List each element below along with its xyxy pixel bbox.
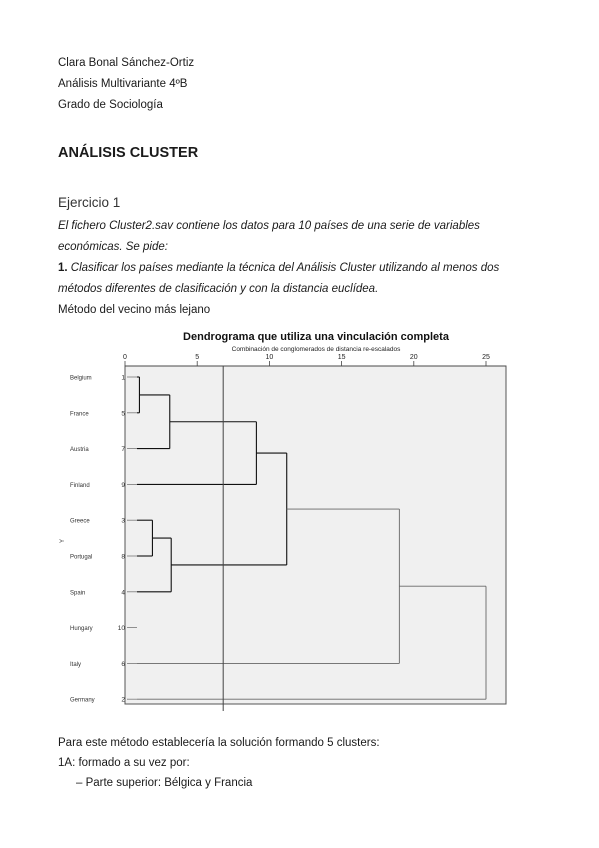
tick-label-2: 10 [265,354,274,361]
leaf-id-7: 10 [117,625,125,633]
leaf-label-8: Italy [70,661,82,668]
leaf-label-5: Portugal [70,554,93,561]
document-title: ANÁLISIS CLUSTER [58,145,199,161]
exercise-intro-line1: El fichero Cluster2.sav contiene los datos para 10 países de una serie de variables [58,220,480,232]
plot-area [125,366,506,704]
tick-label-0: 0 [123,354,127,361]
task-line2: métodos diferentes de clasificación y con la distancia euclídea. [58,283,379,295]
y-axis-label: Y [60,538,66,544]
task-number: 1. [58,262,68,274]
leaf-label-7: Hungary [70,626,93,633]
tick-label-5: 25 [482,354,490,361]
chart-title: Dendrograma que utiliza una vinculación completa [183,331,449,343]
leaf-label-3: Finland [70,482,90,489]
leaf-id-1: 5 [121,410,125,418]
leaf-label-9: Germany [70,697,95,704]
leaf-label-6: Spain [70,590,86,597]
leaf-label-0: Belgium [70,375,92,382]
leaf-id-4: 3 [121,517,125,525]
leaf-id-6: 4 [121,589,125,597]
leaf-id-2: 7 [121,446,125,454]
leaf-label-2: Austria [70,447,89,454]
leaf-id-8: 6 [121,660,125,668]
leaf-id-5: 8 [121,553,125,561]
leaf-id-0: 1 [121,374,125,382]
item-1a: 1A: formado a su vez por: [58,757,190,769]
tick-label-3: 15 [337,354,346,361]
exercise-heading: Ejercicio 1 [58,195,121,210]
leaf-id-9: 2 [121,696,125,704]
leaf-label-1: France [70,411,89,418]
chart-subtitle: Combinación de conglomerados de distancia re-escalados [231,346,401,353]
degree-name: Grado de Sociología [58,99,163,111]
exercise-intro-line2: económicas. Se pide: [58,241,168,253]
leaf-label-4: Greece [70,518,90,525]
tick-label-1: 5 [195,354,200,361]
course-name: Análisis Multivariante 4ºB [58,78,188,90]
solution-text: Para este método establecería la solución formando 5 clusters: [58,737,380,749]
method-label: Método del vecino más lejano [58,304,211,316]
bullet-item-1: – Parte superior: Bélgica y Francia [76,777,253,789]
author-name: Clara Bonal Sánchez-Ortiz [58,57,195,69]
task-text: Clasificar los países mediante la técnica del Análisis Cluster utilizando al menos dos [67,262,500,274]
leaf-id-3: 9 [121,481,125,489]
tick-label-4: 20 [409,354,418,361]
